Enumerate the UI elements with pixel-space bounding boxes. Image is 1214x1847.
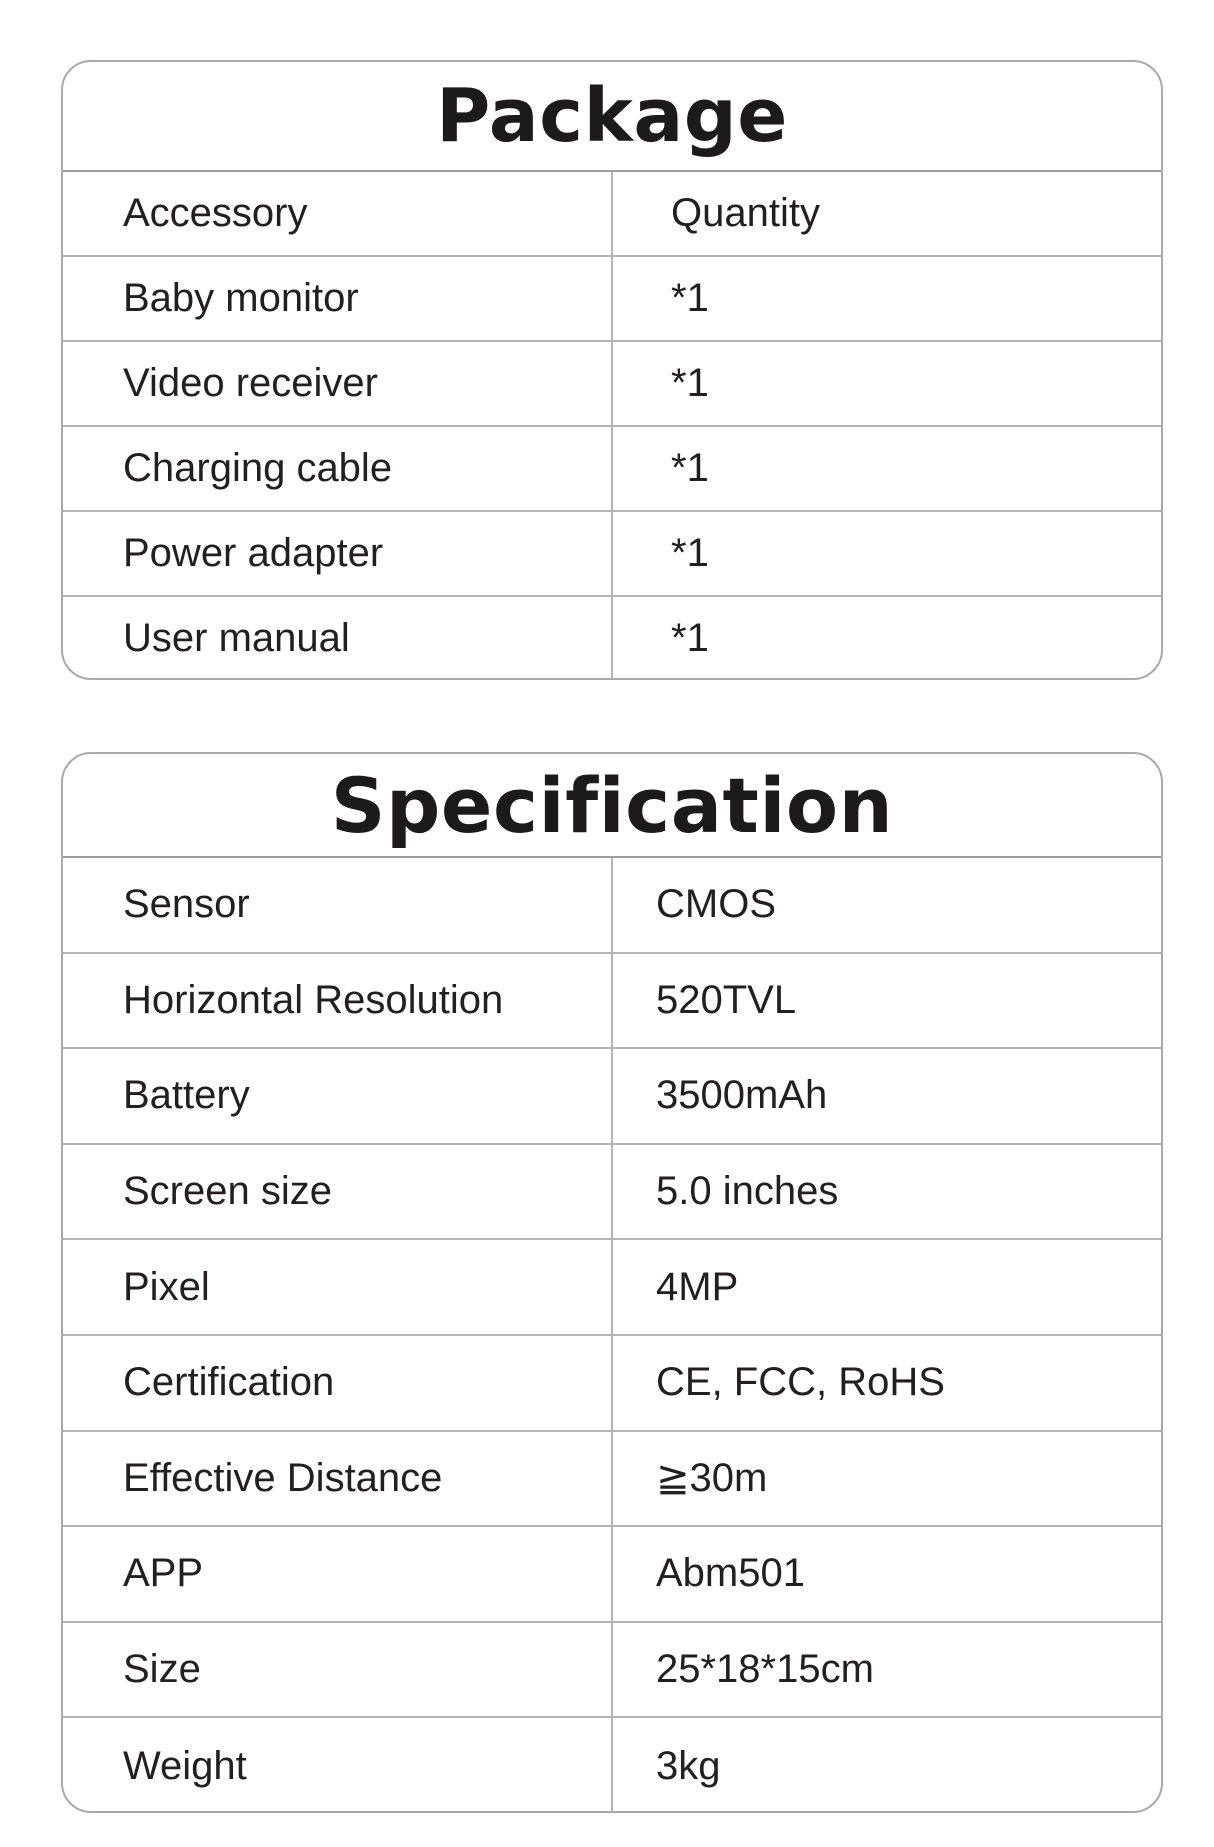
spec-label: Pixel — [63, 1240, 613, 1334]
spec-label: Effective Distance — [63, 1432, 613, 1526]
accessory-quantity: *1 — [671, 446, 709, 490]
spec-label: Battery — [63, 1049, 613, 1143]
spec-value: 4MP — [656, 1264, 739, 1309]
spec-value: 3500mAh — [656, 1073, 828, 1118]
spec-row — [63, 1049, 1161, 1145]
spec-row — [63, 1145, 1161, 1241]
accessory-header: Accessory — [63, 172, 613, 255]
spec-value: 25*18*15cm — [656, 1647, 874, 1692]
spec-label: Sensor — [63, 858, 613, 952]
specification-title: Specification — [63, 754, 1161, 858]
spec-value: 3kg — [656, 1743, 721, 1788]
package-row — [63, 257, 1161, 342]
accessory-name: Baby monitor — [63, 257, 613, 340]
package-row — [63, 512, 1161, 597]
spec-row — [63, 1718, 1161, 1813]
spec-row — [63, 954, 1161, 1050]
accessory-name: Video receiver — [63, 342, 613, 425]
spec-value: ≧30m — [656, 1456, 768, 1501]
spec-label: Weight — [63, 1718, 613, 1813]
accessory-quantity: *1 — [671, 615, 709, 660]
spec-row — [63, 1240, 1161, 1336]
package-table — [63, 172, 1161, 679]
accessory-quantity: *1 — [671, 361, 709, 405]
spec-value: 5.0 inches — [656, 1169, 839, 1214]
package-card — [61, 60, 1163, 680]
spec-value: CMOS — [656, 882, 776, 927]
package-row — [63, 597, 1161, 679]
package-title: Package — [63, 62, 1161, 172]
spec-value: Abm501 — [656, 1551, 805, 1596]
accessory-name: Power adapter — [63, 512, 613, 595]
package-header-row — [63, 172, 1161, 257]
spec-row — [63, 1527, 1161, 1623]
spec-row — [63, 1623, 1161, 1719]
specification-card — [61, 752, 1163, 1813]
spec-label: APP — [63, 1527, 613, 1621]
accessory-quantity: *1 — [671, 531, 709, 575]
spec-value: 520TVL — [656, 977, 797, 1022]
spec-row — [63, 1336, 1161, 1432]
accessory-quantity: *1 — [671, 276, 709, 320]
accessory-name: Charging cable — [63, 427, 613, 510]
package-row — [63, 342, 1161, 427]
package-row — [63, 427, 1161, 512]
spec-value: CE, FCC, RoHS — [656, 1360, 945, 1405]
spec-label: Screen size — [63, 1145, 613, 1239]
quantity-header: Quantity — [671, 191, 820, 235]
spec-row — [63, 858, 1161, 954]
spec-row — [63, 1432, 1161, 1528]
spec-label: Size — [63, 1623, 613, 1717]
specification-table — [63, 858, 1161, 1813]
accessory-name: User manual — [63, 597, 613, 679]
spec-label: Certification — [63, 1336, 613, 1430]
spec-label: Horizontal Resolution — [63, 954, 613, 1048]
